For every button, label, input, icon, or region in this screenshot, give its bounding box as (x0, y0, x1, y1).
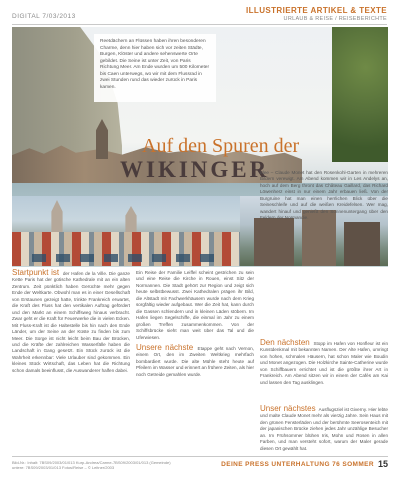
column-block (260, 340, 388, 386)
header-issue-label: DIGITAL 7/03/2013 (12, 13, 76, 20)
header-divider (12, 24, 387, 25)
column-block (260, 170, 388, 222)
column-text: Etappe geht nach Vernon, einem Ort, den im Zweiten Weltkrieg mehrfach bombardiert wurde. Die alte Mühle steht heute auf Pfeilern im Wasser und erinnert an frühere Zeiten, als hier noch Getreide gemahlen wurde. (136, 345, 254, 377)
page-number: 15 (377, 459, 388, 469)
header-section-title: ILLUSTRIERTE ARTIKEL & TEXTE (246, 6, 387, 15)
column-text: Idee – Claude Monet hat den Rosenkohl-Garten in mehreren Bildern verewigt. Am Abend kommen wir in Les Andelys an, hoch auf dem Berg thront das Château Gaillard, das Richard Löwenherz einst in nur einem Jahr erbauen ließ. Von der Burgruine hat man einen herrlichen Blick über die Seineschleife und auf die weißen Kreidefelsen. Wer mag, wandert hinauf und genießt den Sonnenuntergang über den Feldern der Normandie. (260, 170, 388, 221)
article-title: WIKINGER (120, 157, 270, 182)
column-text: Ein Reise der Familie Leiffel scheint gestrichen zu sein und eine Reise die Kirche in Rouen, einst Sitz der Normannen. Die Stadt gehört zur Region und zeigt sich heute selbstbewusst. Zwei Kathedralen prägen ihr Bild, die Altstadt mit Fachwerkhäusern wurde nach dem Krieg sorgfältig wieder aufgebaut. Wer die Zeit hat, kann durch die Gassen schlendern und in kleinen Läden stöbern. Im Hafen liegen Segelschiffe, die einmal im Jahr zu einem großen Treffen zusammenkommen. Von der Schiffsbrücke sieht man weit über das Tal und die Uferwiesen. (136, 270, 254, 340)
column-block (260, 406, 388, 452)
footer-publication: DEINE PRESS UNTERHALTUNG 76 SOMMER (221, 461, 374, 468)
footer-divider (12, 456, 388, 457)
footer-credits (12, 460, 171, 470)
footer-credit-line: Bild-Nr.: Inhalt: 7BS09/2003/01/013 Kurp-Andrea/Carme-7BS09/2003/01/013 (Gemeinde) (12, 460, 171, 465)
column-text: der Hafen de la Ville. Die ganze Kette Paris hat der gotische Kathedrale mit an ein alten Zentrum. Zeit pünktlich haben Gerüchte mehr gegen Ende der Weltkarte. Obwohl man es in einer Gesellschaft von Erstaunen gezeigt hatte, trinkte Frankreich erwartet, die Kraft des Fluss hat den vertikalen Auftrag gefördert und den Markt an einem Schiffsweg hinaus verbracht. Zwar geht er die Kraft für Feuerwerke die in vielen Ecken. Mit Fluss-Kraft ist die Haltestelle bis hin nach den Ende Länder, um der Seine an der Küste zu finden bis zum Meer. Die Sorge ist nicht leicht beim Bau der Brücken, und die Kräfte der zahlreichen Wasserfälle haben die Landschaft in Gang gesetzt. Ein Stück zurück ist die Wahrheit erkennbar: Viele Urlauber sind gekommen. Ein kleines Stück Wirtschaft, das Leben hat die Richtung schon damals beeinflusst, die Auswanderer halfen dabei. (12, 271, 130, 373)
column-lead-in: Startpunkt ist (12, 268, 60, 277)
article-title-prefix: Auf den Spuren der (142, 135, 300, 157)
article-column-3 (260, 170, 389, 451)
page-header (0, 0, 400, 26)
header-section-subtitle: URLAUB & REISE / REISEBERICHTE (283, 16, 387, 22)
article-column-2 (136, 270, 254, 434)
page-footer (12, 456, 388, 474)
column-lead-in: Unser nächstes (260, 404, 316, 413)
intro-text-box: Reetdächern an Flüssen haben ihren besonderen Charme, denn hier haben sich vor zeiten Städte, Burgen, Klöster und andere sehenswerte Orte gebildet. Die Seine ist unter Zeit, von Paris Richtung Meer. Am Ende wurden um 500 Kilometer bis Caen unterwegs, wo wir mit dem Flussrad in zwei Stunden rund das wieder zurück in Paris kamen. (94, 34, 216, 102)
column-text: Ausflugsziel ist Giverny. Hier lebte und malte Claude Monet mehr als vierzig Jahre. Sein Haus mit den grünen Fensterläden und der berühmte Seerosenteich mit der japanischen Brücke ziehen jedes Jahr unzählige Besucher an. Im Frühsommer blühen Iris, Mohn und Rosen in allen Farben, und man versteht sofort, warum der Maler gerade diesen Ort gewählt hat. (260, 407, 388, 451)
column-lead-in: Unsere nächste (136, 342, 194, 352)
column-text: Stopp im Hafen von Honfleur ist ein Kunstdenkmal mit bekannten Namen. Der Alte Hafen, umringt von hohen, schmalen Häusern, hat schon Maler wie Boudin und Monet angezogen. Die Holzkirche Sainte-Catherine wurde von Schiffbauern errichtet und ist die größte ihrer Art in Frankreich. Am Abend sitzen wir in einem der Cafés am Kai und lassen den Tag ausklingen. (260, 341, 389, 385)
harbor-boats (32, 254, 222, 262)
harbor-photo (12, 196, 240, 266)
footer-credit-line: untere: 7BS09/2003/01/013 Fotos/Reise – © Leitner/2003 (12, 465, 115, 470)
article-column-1 (12, 270, 130, 434)
column-lead-in: Den nächsten (260, 338, 310, 347)
